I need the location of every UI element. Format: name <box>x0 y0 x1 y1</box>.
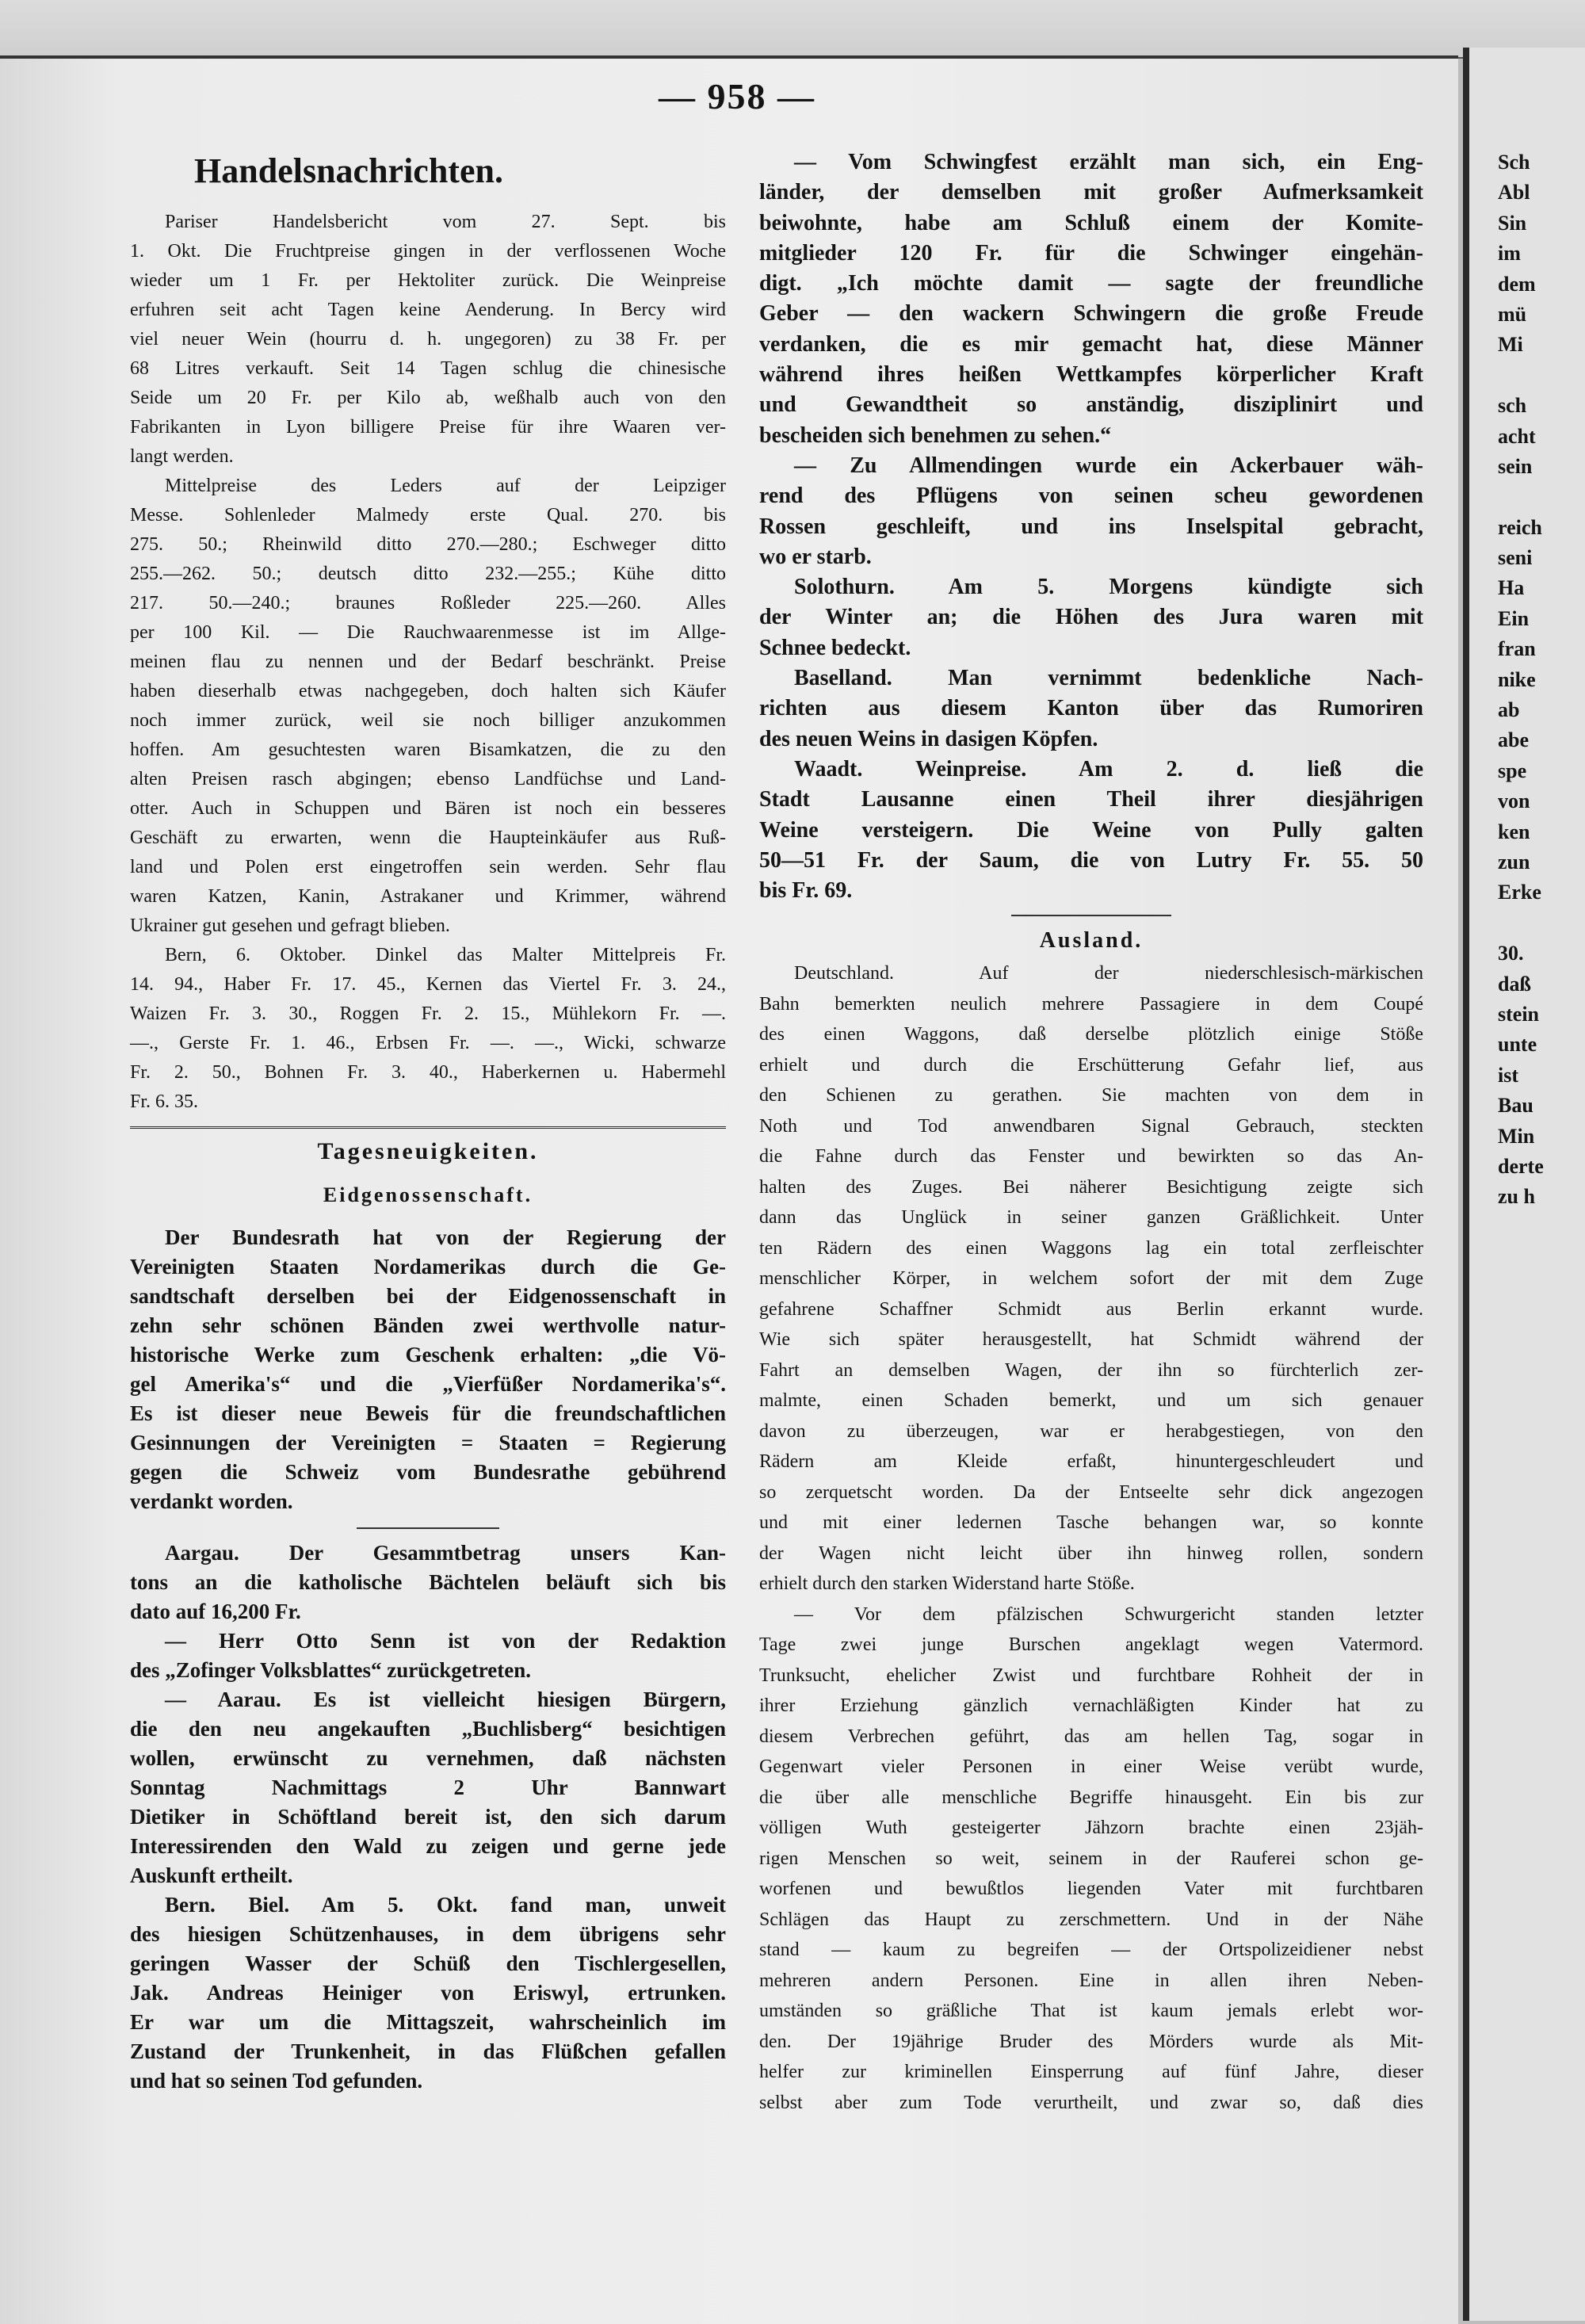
text-line: den. Der 19jährige Bruder des Mörders wurde als Mit- <box>759 2031 1423 2052</box>
text-line: wieder um 1 Fr. per Hektoliter zurück. Die Weinpreise <box>130 270 726 291</box>
text-line: gefahrene Schaffner Schmidt aus Berlin erkannt wurde. <box>759 1298 1423 1320</box>
article-paragraph <box>759 663 1423 755</box>
text-line: langt werden. <box>130 446 234 467</box>
article-paragraph <box>759 958 1423 1600</box>
text-line: Schnee bedeckt. <box>759 635 911 660</box>
text-line: Stadt Lausanne einen Theil ihrer diesjährigen <box>759 787 1423 812</box>
text-line: bis Fr. 69. <box>759 878 853 904</box>
fragment-line: sch <box>1498 394 1527 418</box>
text-line: 68 Litres verkauft. Seit 14 Tagen schlug die chinesische <box>130 358 726 379</box>
section-heading: Tagesneuigkeiten. <box>317 1138 539 1164</box>
text-line: Tage zwei junge Burschen angeklagt wegen Vatermord. <box>759 1634 1423 1656</box>
text-line: 1. Okt. Die Fruchtpreise gingen in der verflossenen Woche <box>130 241 726 262</box>
fragment-line: ken <box>1498 820 1530 843</box>
text-line: die über alle menschliche Begriffe hinausgeht. Ein bis zur <box>759 1787 1423 1808</box>
next-page-fragments <box>1498 147 1544 1213</box>
text-line: Seide um 20 Fr. per Kilo ab, weßhalb auch von den <box>130 388 726 408</box>
fragment-line: zu h <box>1498 1185 1535 1209</box>
text-line: den Schienen zu gerathen. Sie machten von dem in <box>759 1085 1423 1107</box>
text-line: selbst aber zum Tode verurtheilt, und zwar so, daß dies <box>759 2092 1423 2113</box>
text-line: rend des Pflügens von seinen scheu gewordenen <box>759 484 1423 509</box>
text-line: dato auf 16,200 Fr. <box>130 1600 301 1623</box>
text-line: länder, der demselben mit großer Aufmerksamkeit <box>759 180 1423 205</box>
article-paragraph <box>130 1626 726 1685</box>
text-line: Bern. Biel. Am 5. Okt. fand man, unweit <box>165 1893 726 1917</box>
fragment-line <box>1498 482 1544 512</box>
text-line: meinen flau zu nennen und der Bedarf beschränkt. Preise <box>130 652 726 672</box>
article-paragraph <box>130 941 726 1117</box>
section-heading: Ausland. <box>1039 928 1144 954</box>
text-line: der Winter an; die Höhen des Jura waren mit <box>759 605 1423 630</box>
text-line: dann das Unglück in seiner ganzen Gräßlichkeit. Unter <box>759 1207 1423 1229</box>
text-line: Fr. 2. 50., Bohnen Fr. 3. 40., Haberkernen u. Habermehl <box>130 1062 726 1083</box>
text-line: Ukrainer gut gesehen und gefragt blieben. <box>130 915 450 936</box>
text-line: verdanken, die es mir gemacht hat, diese Männer <box>759 331 1423 357</box>
fragment-line: reich <box>1498 515 1542 539</box>
text-line: otter. Auch in Schuppen und Bären ist noch ein besseres <box>130 798 726 819</box>
fragment-line: Ein <box>1498 606 1530 630</box>
text-line: Rossen geschleift, und ins Inselspital gebracht, <box>759 514 1423 539</box>
text-line: — Zu Allmendingen wurde ein Ackerbauer wäh- <box>794 453 1423 478</box>
text-line: Zustand der Trunkenheit, in das Flüßchen gefallen <box>130 2039 726 2063</box>
text-line: Deutschland. Auf der niederschlesisch-märkischen <box>794 963 1423 984</box>
fragment-line: 30. <box>1498 942 1524 965</box>
fragment-line: mü <box>1498 302 1527 326</box>
article-paragraph <box>759 572 1423 663</box>
text-line: verdankt worden. <box>130 1489 293 1513</box>
text-line: völligen Wuth gesteigerter Jähzorn brachte einen 23jäh- <box>759 1818 1423 1839</box>
text-line: waren Katzen, Kanin, Astrakaner und Krimmer, während <box>130 886 726 907</box>
text-line: Jak. Andreas Heiniger von Eriswyl, ertrunken. <box>130 1981 726 2005</box>
text-line: worfenen und bewußtlos liegenden Vater mit furchtbaren <box>759 1879 1423 1900</box>
fragment-line: im <box>1498 242 1521 266</box>
text-line: malmte, einen Schaden bemerkt, und um sich genauer <box>759 1390 1423 1412</box>
text-line: gegen die Schweiz vom Bundesrathe gebührend <box>130 1460 726 1484</box>
text-line: halten des Zuges. Bei näherer Besichtigung zeigte sich <box>759 1176 1423 1198</box>
text-line: zehn sehr schönen Bänden zwei werthvolle natur- <box>130 1313 726 1337</box>
text-line: viel neuer Wein (hourru d. h. ungegoren) zu 38 Fr. per <box>130 329 726 350</box>
text-line: Fr. 6. 35. <box>130 1091 199 1112</box>
fragment-line: seni <box>1498 546 1533 570</box>
text-line: digt. „Ich möchte damit — sagte der freundliche <box>759 271 1423 296</box>
right-column <box>759 147 1423 2118</box>
fragment-line: Bau <box>1498 1094 1533 1118</box>
fragment-line: zun <box>1498 850 1530 873</box>
text-line: während ihres heißen Wettkampfes körperlicher Kraft <box>759 362 1423 388</box>
text-line: Auskunft ertheilt. <box>130 1863 293 1887</box>
text-line: diesem Verbrechen geführt, das am hellen Tag, sogar in <box>759 1726 1423 1747</box>
article-paragraph <box>759 147 1423 451</box>
text-line: des hiesigen Schützenhauses, in dem übrigens sehr <box>130 1922 726 1946</box>
text-line: Sonntag Nachmittags 2 Uhr Bannwart <box>130 1775 726 1799</box>
text-line: Trunksucht, ehelicher Zwist und furchtbare Rohheit der in <box>759 1665 1423 1686</box>
article-paragraph <box>130 1539 726 1626</box>
text-line: bescheiden sich benehmen zu sehen.“ <box>759 422 1112 448</box>
fragment-line: acht <box>1498 424 1536 448</box>
article-paragraph <box>130 1890 726 2096</box>
text-line: so zerquetscht worden. Da der Entseelte sehr dick angezogen <box>759 1481 1423 1503</box>
text-line: die Fahne durch das Fenster und bewirkten so das An- <box>759 1146 1423 1168</box>
text-line: gel Amerika's“ und die „Vierfüßer Nordamerika's“. <box>130 1372 726 1396</box>
text-line: des „Zofinger Volksblattes“ zurückgetreten. <box>130 1658 531 1682</box>
text-line: und Gewandtheit so anständig, disziplinirt und <box>759 392 1423 418</box>
text-line: land und Polen erst eingetroffen sein werden. Sehr flau <box>130 857 726 877</box>
text-line: Waadt. Weinpreise. Am 2. d. ließ die <box>794 756 1423 782</box>
article-paragraph <box>130 208 726 472</box>
text-line: Interessirenden den Wald zu zeigen und gerne jede <box>130 1834 726 1858</box>
article-paragraph <box>130 1223 726 1516</box>
text-line: 275. 50.; Rheinwild ditto 270.—280.; Eschweger ditto <box>130 534 726 555</box>
text-line: Er war um die Mittagszeit, wahrscheinlich im <box>130 2010 726 2034</box>
fragment-line: ist <box>1498 1063 1518 1087</box>
text-line: mehreren andern Personen. Eine in allen ihren Neben- <box>759 1970 1423 1991</box>
text-line: Aargau. Der Gesammtbetrag unsers Kan- <box>165 1541 726 1565</box>
text-line: — Vom Schwingfest erzählt man sich, ein Eng- <box>794 150 1423 174</box>
fragment-line: nike <box>1498 667 1536 691</box>
text-line: und mit einer ledernen Tasche behangen war, so konnte <box>759 1512 1423 1534</box>
text-line: helfer zur kriminellen Einsperrung auf fünf Jahre, dieser <box>759 2062 1423 2083</box>
text-line: 14. 94., Haber Fr. 17. 45., Kernen das Viertel Fr. 3. 24., <box>130 974 726 995</box>
fragment-line: Mi <box>1498 333 1523 357</box>
fragment-line: fran <box>1498 637 1536 661</box>
text-line: ten Rädern des einen Waggons lag ein total zerfleischter <box>759 1237 1423 1259</box>
section-divider <box>759 906 1423 923</box>
text-line: ihrer Erziehung gänzlich vernachläßigten Kinder hat zu <box>759 1695 1423 1717</box>
fragment-line: Abl <box>1498 181 1530 204</box>
article-paragraph <box>759 755 1423 906</box>
text-line: — Aarau. Es ist vielleicht hiesigen Bürgern, <box>165 1688 726 1711</box>
text-line: rigen Menschen so weit, seinem in der Rauferei schon ge- <box>759 1848 1423 1869</box>
text-line: richten aus diesem Kanton über das Rumoriren <box>759 696 1423 721</box>
text-line: Baselland. Man vernimmt bedenkliche Nach- <box>794 666 1423 691</box>
text-line: Geber — den wackern Schwingern die große Freude <box>759 301 1423 327</box>
text-line: stand — kaum zu begreifen — der Ortspolizeidiener nebst <box>759 1940 1423 1961</box>
text-line: Gegenwart vieler Personen in einer Weise verübt wurde, <box>759 1756 1423 1778</box>
fragment-line: Sin <box>1498 211 1527 235</box>
text-line: Der Bundesrath hat von der Regierung der <box>165 1225 726 1249</box>
text-line: mitglieder 120 Fr. für die Schwinger eingehän- <box>759 240 1423 266</box>
text-line: des einen Waggons, daß derselbe plötzlich einige Stöße <box>759 1024 1423 1045</box>
article-paragraph <box>130 1685 726 1890</box>
text-line: 50—51 Fr. der Saum, die von Lutry Fr. 55. 50 <box>759 847 1423 873</box>
fragment-line: Sch <box>1498 151 1530 174</box>
section-title-handelsnachrichten: Handelsnachrichten. <box>194 151 503 190</box>
text-line: menschlicher Körper, in welchem sofort der mit dem Zuge <box>759 1268 1423 1290</box>
text-line: tons an die katholische Bächtelen beläuft sich bis <box>130 1570 726 1594</box>
text-line: und hat so seinen Tod gefunden. <box>130 2069 423 2093</box>
text-line: hoffen. Am gesuchtesten waren Bisamkatzen, die zu den <box>130 740 726 760</box>
fragment-line: sein <box>1498 454 1533 478</box>
text-line: Es ist dieser neue Beweis für die freundschaftlichen <box>130 1401 726 1425</box>
text-line: Noth und Tod anwendbaren Signal Gebrauch, steckten <box>759 1115 1423 1137</box>
text-line: —., Gerste Fr. 1. 46., Erbsen Fr. —. —., Wicki, schwarze <box>130 1033 726 1053</box>
text-line: Mittelpreise des Leders auf der Leipziger <box>165 476 726 496</box>
fragment-line: unte <box>1498 1033 1537 1057</box>
fragment-line: dem <box>1498 272 1536 296</box>
text-line: erfuhren seit acht Tagen keine Aenderung. In Bercy wird <box>130 300 726 320</box>
text-line: Wie sich später herausgestellt, hat Schmidt während der <box>759 1329 1423 1351</box>
text-line: davon zu überzeugen, war er herabgestiegen, von den <box>759 1420 1423 1442</box>
fragment-line: Ha <box>1498 576 1525 600</box>
fragment-line: abe <box>1498 728 1529 752</box>
text-line: sandtschaft derselben bei der Eidgenossenschaft in <box>130 1284 726 1308</box>
text-line: Bahn bemerkten neulich mehrere Passagiere in dem Coupé <box>759 993 1423 1015</box>
left-column <box>130 208 726 2096</box>
text-line: Messe. Sohlenleder Malmedy erste Qual. 270. bis <box>130 505 726 526</box>
article-paragraph <box>759 451 1423 572</box>
text-line: — Vor dem pfälzischen Schwurgericht standen letzter <box>794 1603 1423 1625</box>
text-line: historische Werke zum Geschenk erhalten: „die Vö- <box>130 1343 726 1366</box>
text-line: wo er starb. <box>759 544 872 569</box>
page-number: — 958 — <box>659 76 815 117</box>
text-line: Gesinnungen der Vereinigten = Staaten = Regierung <box>130 1431 726 1454</box>
text-line: geringen Wasser der Schüß den Tischlergesellen, <box>130 1951 726 1975</box>
text-line: noch immer zurück, weil sie noch billiger anzukommen <box>130 710 726 731</box>
text-line: Solothurn. Am 5. Morgens kündigte sich <box>794 575 1423 600</box>
text-line: Schlägen das Haupt zu zerschmettern. Und in der Nähe <box>759 1909 1423 1930</box>
page-top-edge <box>0 0 1585 59</box>
text-line: beiwohnte, habe am Schluß einem der Komite- <box>759 210 1423 235</box>
text-line: Vereinigten Staaten Nordamerikas durch die Ge- <box>130 1255 726 1279</box>
text-line: des neuen Weins in dasigen Köpfen. <box>759 726 1098 751</box>
text-line: — Herr Otto Senn ist von der Redaktion <box>165 1629 726 1653</box>
text-line: Dietiker in Schöftland bereit ist, den sich darum <box>130 1805 726 1829</box>
text-line: Waizen Fr. 3. 30., Roggen Fr. 2. 15., Mühlekorn Fr. —. <box>130 1003 726 1024</box>
fragment-line: spe <box>1498 759 1527 782</box>
fragment-line <box>1498 361 1544 391</box>
fragment-line: ab <box>1498 698 1520 722</box>
text-line: Weine versteigern. Die Weine von Pully galten <box>759 817 1423 843</box>
fragment-line: stein <box>1498 1002 1539 1026</box>
text-line: Fahrt an demselben Wagen, der ihn so fürchterlich zer- <box>759 1359 1423 1381</box>
fragment-line: derte <box>1498 1154 1544 1178</box>
text-line: haben dieserhalb etwas nachgegeben, doch halten sich Käufer <box>130 681 726 701</box>
text-line: Bern, 6. Oktober. Dinkel das Malter Mittelpreis Fr. <box>165 945 726 965</box>
fragment-line: Erke <box>1498 881 1541 904</box>
text-line: 217. 50.—240.; braunes Roßleder 225.—260. Alles <box>130 593 726 613</box>
text-line: wollen, erwünscht zu vernehmen, daß nächsten <box>130 1746 726 1770</box>
text-line: Pariser Handelsbericht vom 27. Sept. bis <box>165 212 726 232</box>
text-line: alten Preisen rasch abgingen; ebenso Landfüchse und Land- <box>130 769 726 789</box>
text-line: die den neu angekauften „Buchlisberg“ besichtigen <box>130 1717 726 1741</box>
text-line: Geschäft zu erwarten, wenn die Haupteinkäufer aus Ruß- <box>130 828 726 848</box>
text-line: Rädern am Kleide erfaßt, hinuntergeschleudert und <box>759 1451 1423 1473</box>
article-paragraph <box>130 472 726 941</box>
fragment-line <box>1498 908 1544 938</box>
text-line: umständen so gräßliche That ist kaum jemals erlebt wor- <box>759 2001 1423 2022</box>
text-line: Fabrikanten in Lyon billigere Preise für ihre Waaren ver- <box>130 417 726 438</box>
text-line: erhielt durch den starken Widerstand harte Stöße. <box>759 1573 1135 1595</box>
section-heading: Eidgenossenschaft. <box>323 1183 533 1206</box>
text-line: per 100 Kil. — Die Rauchwaarenmesse ist im Allge- <box>130 622 726 643</box>
section-divider <box>130 1117 726 1136</box>
section-divider <box>130 1516 726 1539</box>
text-line: erhielt und durch die Erschütterung Gefahr lief, aus <box>759 1054 1423 1076</box>
article-paragraph <box>759 1600 1423 2119</box>
text-line: 255.—262. 50.; deutsch ditto 232.—255.; Kühe ditto <box>130 564 726 584</box>
text-line: der Wagen nicht leicht über ihn hinweg rollen, sondern <box>759 1542 1423 1564</box>
fragment-line: von <box>1498 789 1530 813</box>
fragment-line: daß <box>1498 972 1531 996</box>
fragment-line: Min <box>1498 1124 1535 1148</box>
